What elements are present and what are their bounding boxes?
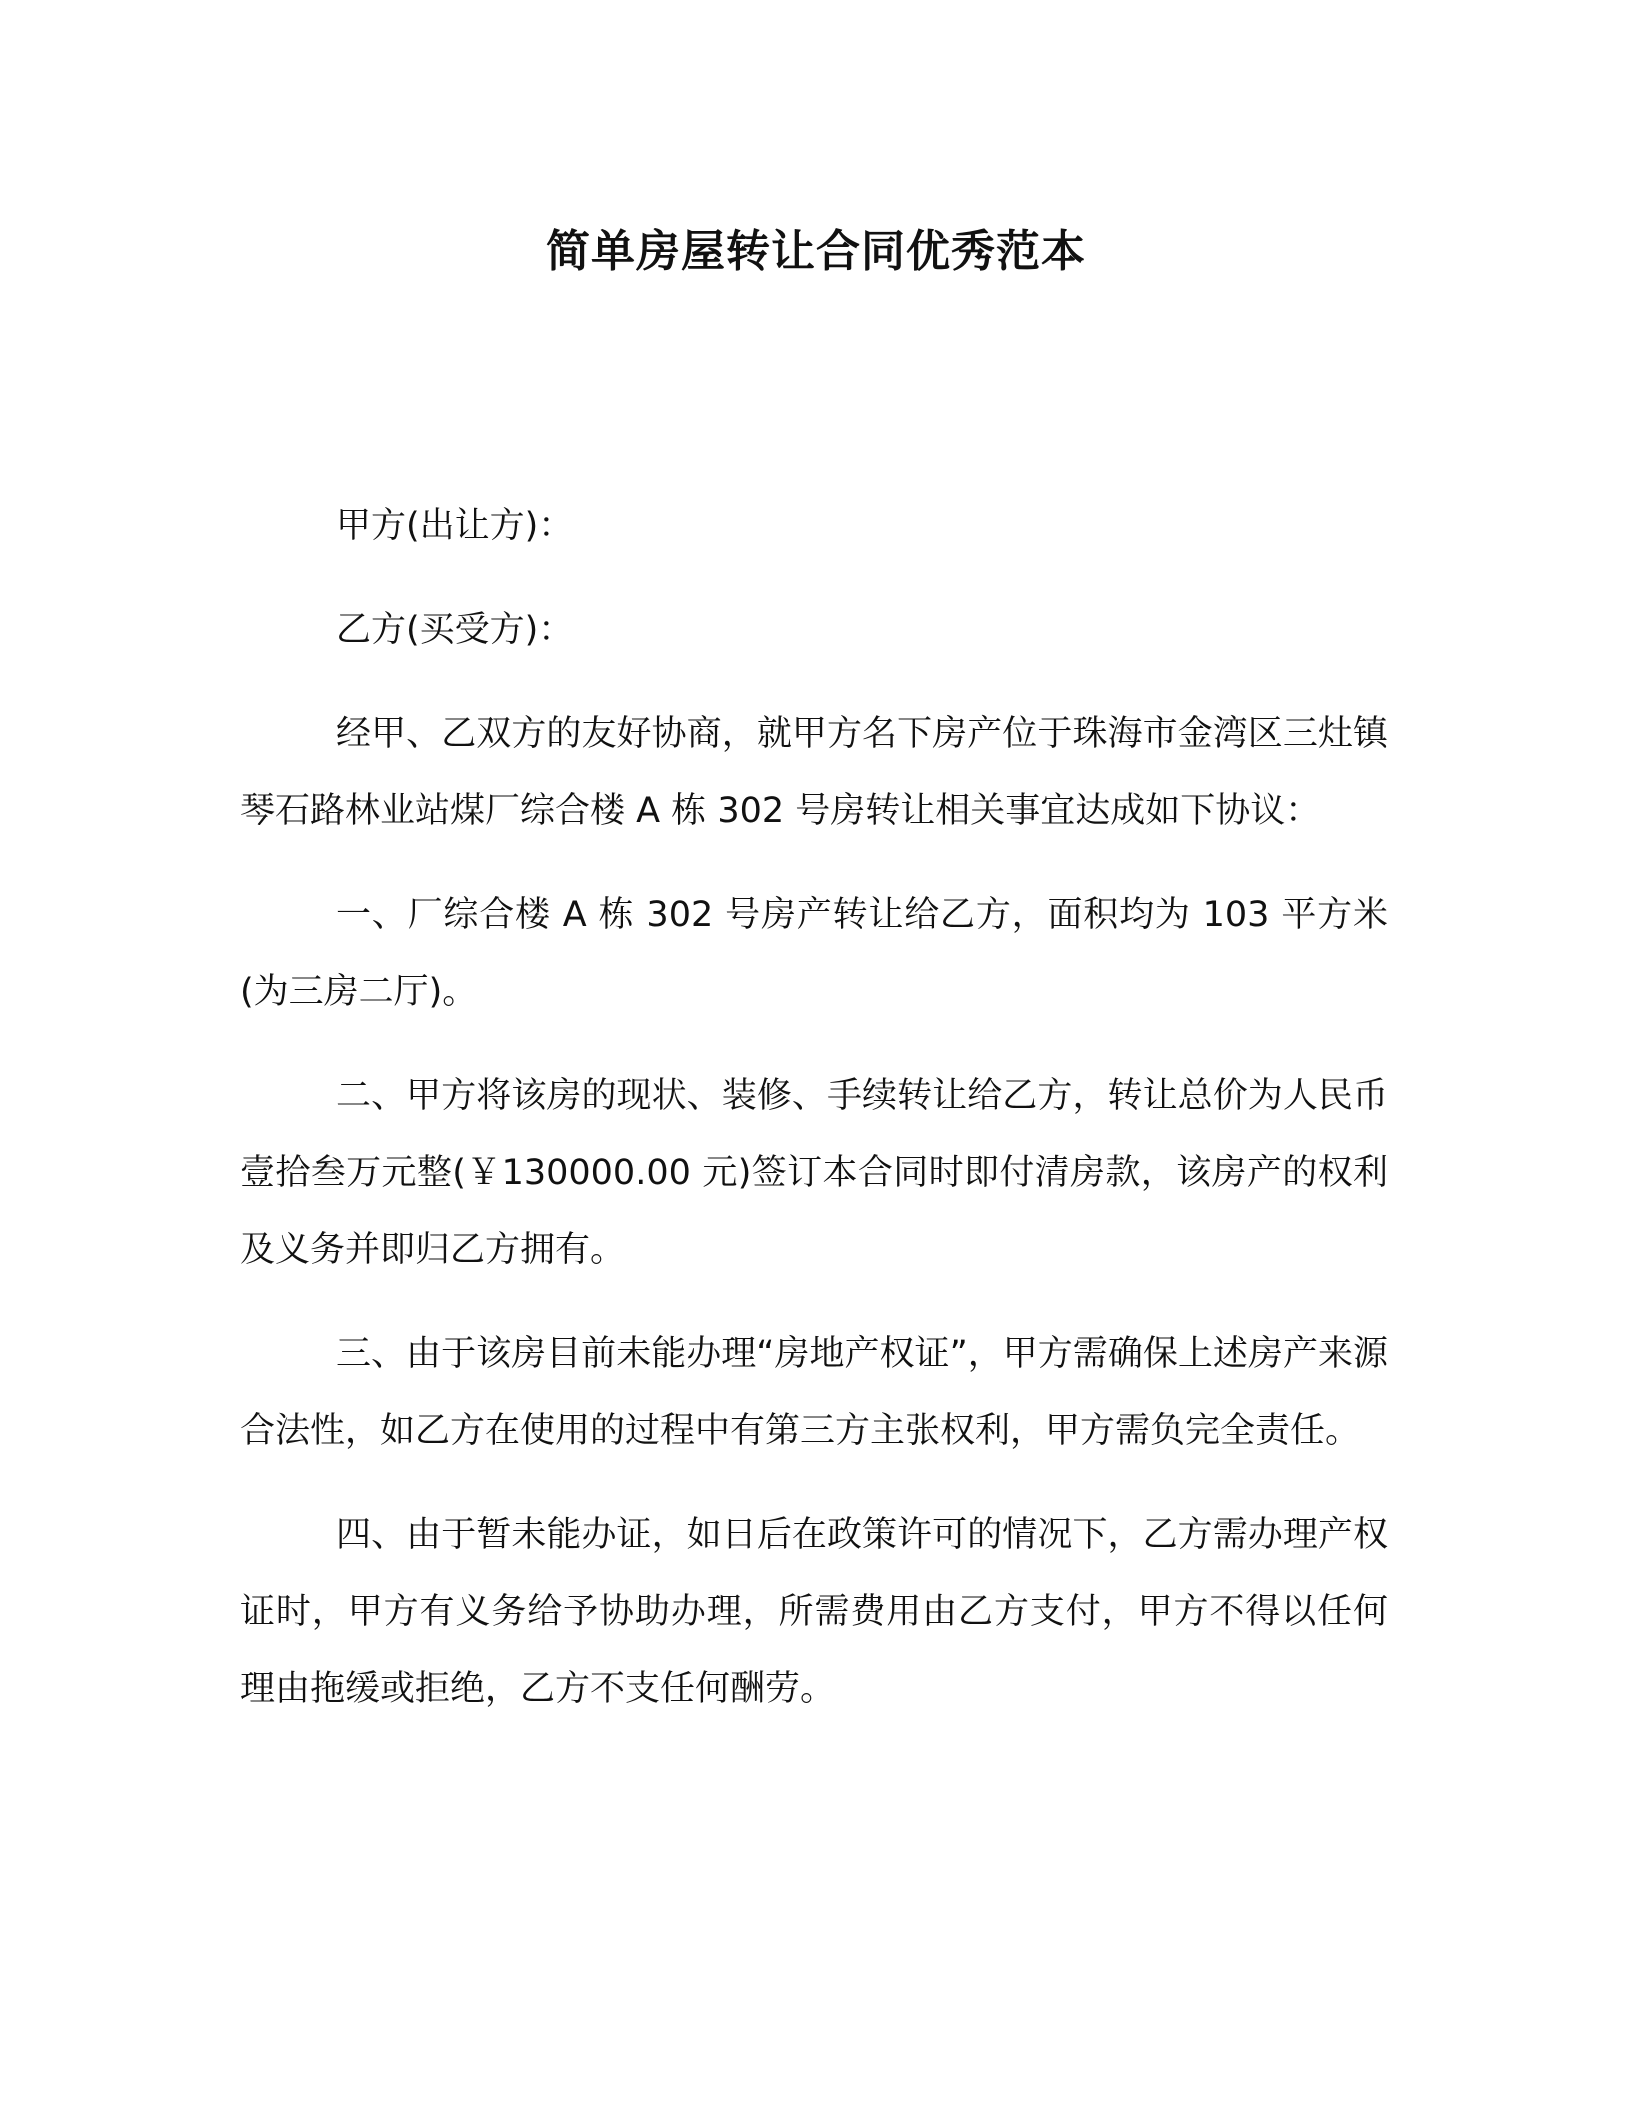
clause-4-paragraph: 四、由于暂未能办证，如日后在政策许可的情况下，乙方需办理产权证时，甲方有义务给予协助办理，所需费用由乙方支付，甲方不得以任何理由拖缓或拒绝，乙方不支任何酬劳。 [240,1515,1388,1709]
clause-1-paragraph: 一、厂综合楼 A 栋 302 号房产转让给乙方，面积均为 103 平方米(为三房二厅)。 [240,895,1388,1012]
document-body [240,488,1388,1755]
clause-2-paragraph: 二、甲方将该房的现状、装修、手续转让给乙方，转让总价为人民币壹拾叁万元整(￥130000.00 元)签订本合同时即付清房款，该房产的权利及义务并即归乙方拥有。 [240,1076,1388,1270]
document-title: 简单房屋转让合同优秀范本 [546,226,1086,277]
party-a-line: 甲方(出让方)： [336,506,574,546]
clause-3-paragraph: 三、由于该房目前未能办理“房地产权证”，甲方需确保上述房产来源合法性，如乙方在使用的过程中有第三方主张权利，甲方需负完全责任。 [240,1334,1388,1451]
preamble-paragraph: 经甲、乙双方的友好协商，就甲方名下房产位于珠海市金湾区三灶镇琴石路林业站煤厂综合楼 A 栋 302 号房转让相关事宜达成如下协议： [240,714,1388,831]
party-b-line: 乙方(买受方)： [336,610,574,650]
